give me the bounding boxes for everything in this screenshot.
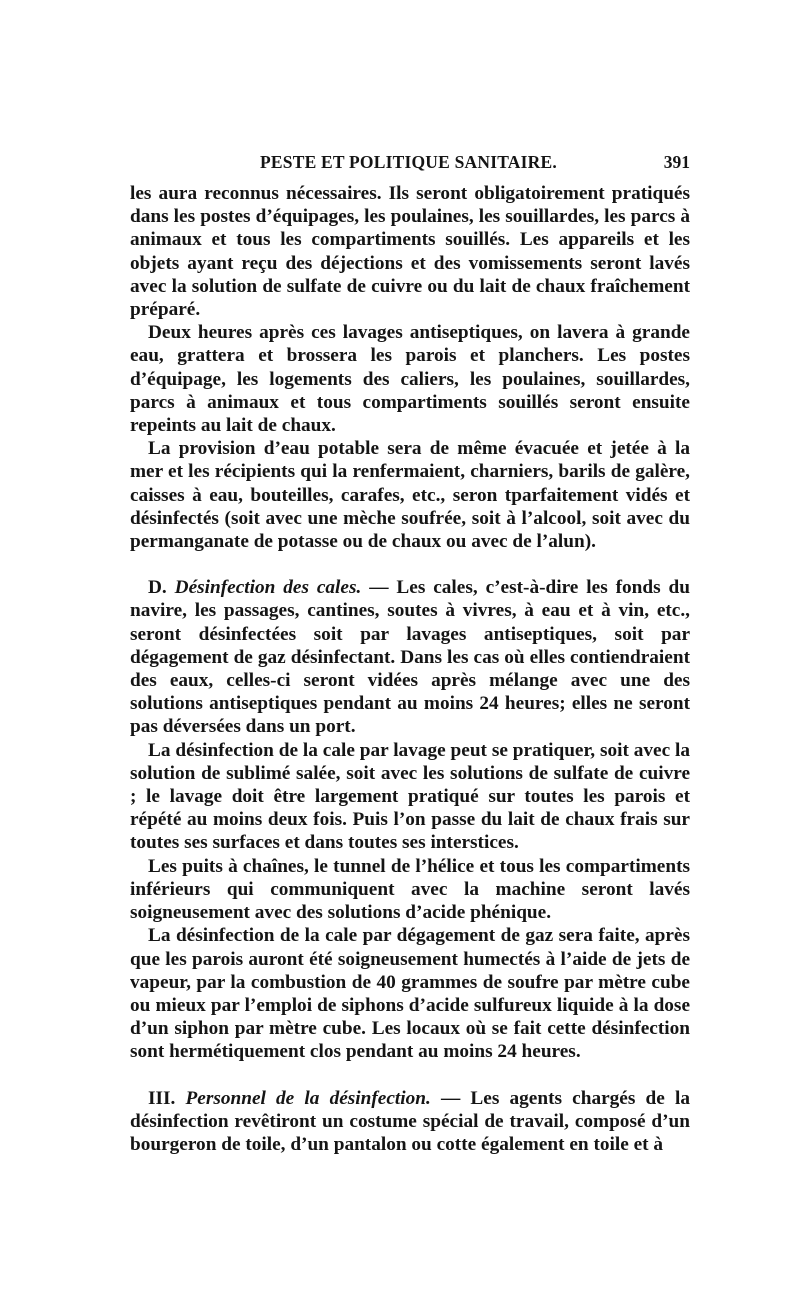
page-body <box>130 182 690 1156</box>
paragraph-eau-potable: La provision d’eau potable sera de même évacuée et jetée à la mer et les récipients qui la renfermaient, charniers, barils de galère, caisses à eau, bouteilles, carafes, etc., seron tparfaitement vidés et désinfectés (soit avec une mèche soufrée, soit à l’alcool, soit avec du permanganate de potasse ou de chaux ou avec de l’alun). <box>130 438 690 553</box>
paragraph-cale-lavage: La désinfection de la cale par lavage peut se pratiquer, soit avec la solution de sublimé salée, soit avec les solutions de sulfate de cuivre ; le lavage doit être largement pratiqué sur toutes les parois et répété au moins deux fois. Puis l’on passe du lait de chaux frais sur toutes ses surfaces et dans toutes ses interstices. <box>130 739 690 854</box>
paragraph-lavage: Deux heures après ces lavages antiseptiques, on lavera à grande eau, grattera et brossera les parois et planchers. Les postes d’équipage, les logements des caliers, les poulaines, souillardes, parcs à animaux et tous compartiments souillés seront ensuite repeints au lait de chaux. <box>130 322 690 437</box>
section-d-prefix: D. <box>148 577 175 599</box>
paragraph-continuation: les aura reconnus nécessaires. Ils seront obligatoirement pratiqués dans les postes d’équipages, les poulaines, les souillardes, les parcs à animaux et tous les compartiments souillés. Les appareils et les objets ayant reçu des déjections et des vomissements seront lavés avec la solution de sulfate de cuivre ou du lait de chaux fraîchement préparé. <box>130 183 690 321</box>
section-iii-paragraph <box>130 1087 690 1157</box>
paragraph-puits: Les puits à chaînes, le tunnel de l’hélice et tous les compartiments inférieurs qui communiquent avec la machine seront lavés soigneusement avec des solutions d’acide phénique. <box>130 855 690 924</box>
section-iii-title: Personnel de la désinfection. <box>185 1087 431 1109</box>
paragraph-cale-gaz: La désinfection de la cale par dégagement de gaz sera faite, après que les parois auront été soigneusement humectés à l’aide de jets de vapeur, par la combustion de 40 grammes de soufre par mètre cube ou mieux par l’emploi de siphons d’acide sulfureux liquide à la dose d’un siphon par mètre cube. Les locaux où se fait cette désinfection sont hermétiquement clos pendant au moins 24 heures. <box>130 925 690 1063</box>
running-head: PESTE ET POLITIQUE SANITAIRE. <box>260 152 557 172</box>
section-iii-text: — Les agents chargés de la désinfection revêtiront un costume spécial de travail, composé d’un bourgeron de toile, d’un pantalon ou cotte également en toile et à <box>130 1087 690 1155</box>
section-iii-prefix: III. <box>148 1087 186 1109</box>
section-d-title: Désinfection des cales. <box>174 577 362 599</box>
page-header <box>130 152 690 178</box>
section-d-text: — Les cales, c’est-à-dire les fonds du navire, les passages, cantines, soutes à vivres, à eau et à vin, etc., seront désinfectées soit par lavages antiseptiques, soit par dégagement de gaz désinfectant. Dans les cas où elles contiendraient des eaux, celles-ci seront vidées après mélange avec une des solutions antiseptiques pendant au moins 24 heures; elles ne seront pas déversées dans un port. <box>130 577 690 738</box>
section-d-paragraph <box>130 576 690 738</box>
page-number: 391 <box>663 152 690 172</box>
